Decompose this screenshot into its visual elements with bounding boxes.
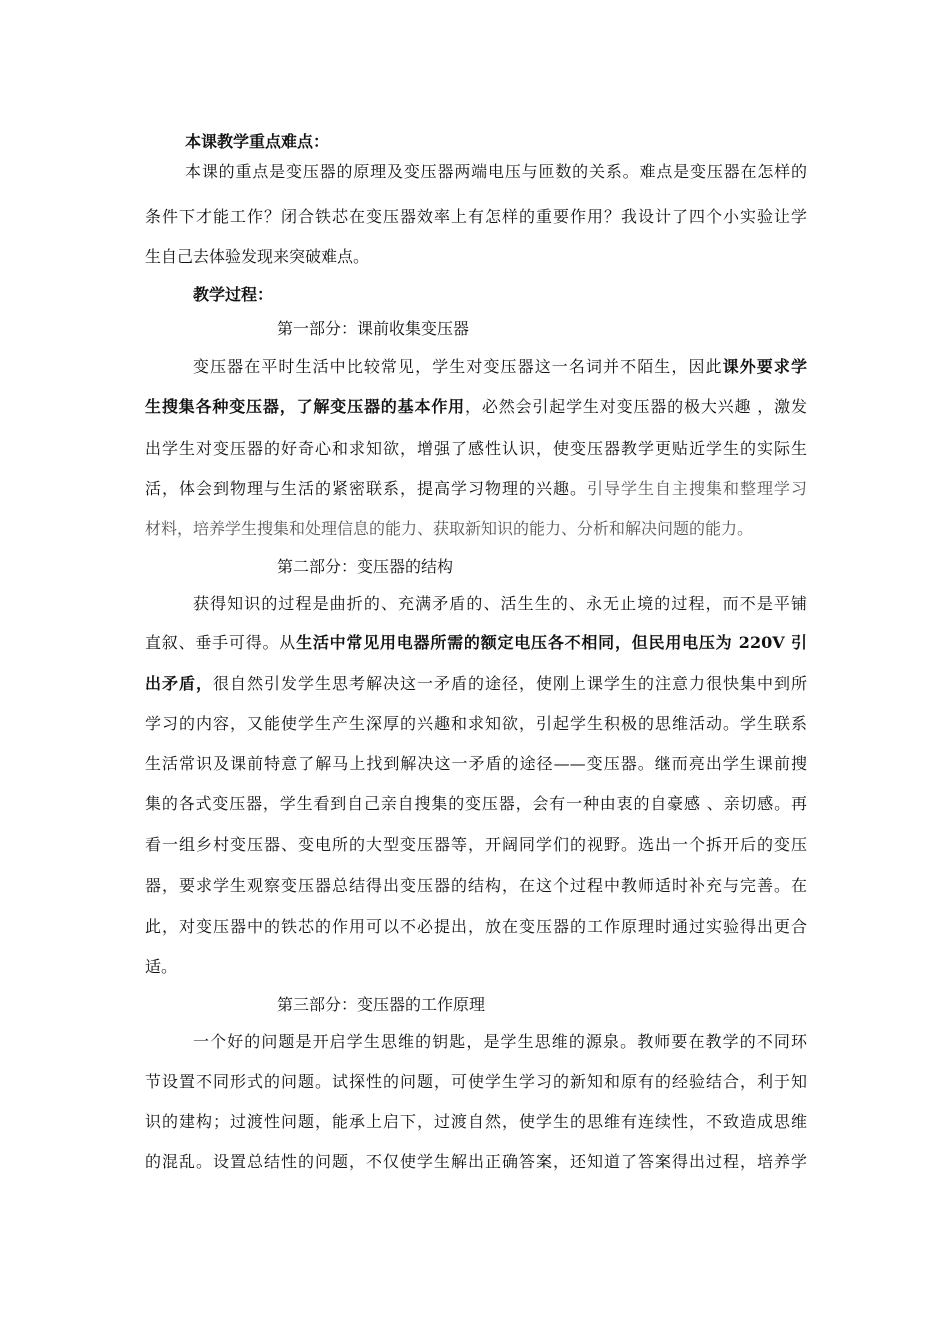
paragraph-line: 活，体会到物理与生活的紧密联系，提高学习物理的兴趣。引导学生自主搜集和整理学习 bbox=[145, 479, 807, 498]
paragraph-line: 直叙、垂手可得。从生活中常见用电器所需的额定电压各不相同，但民用电压为 220V 引 bbox=[145, 633, 807, 652]
paragraph-line: 获得知识的过程是曲折的、充满矛盾的、活生生的、永无止境的过程，而不是平铺 bbox=[193, 594, 807, 613]
paragraph-line: 识的建构；过渡性问题，能承上启下，过渡自然，使学生的思维有连续性，不致造成思维 bbox=[145, 1112, 807, 1131]
section-title-part3: 第三部分：变压器的工作原理 bbox=[277, 995, 486, 1014]
paragraph-line: 节设置不同形式的问题。试探性的问题，可使学生学习的新知和原有的经验结合，利于知 bbox=[145, 1072, 807, 1091]
section-title-part1: 第一部分：课前收集变压器 bbox=[277, 319, 470, 338]
heading-key-points: 本课教学重点难点： bbox=[185, 132, 330, 151]
paragraph-line: 生自己去体验发现来突破难点。 bbox=[145, 247, 370, 266]
paragraph-line: 学习的内容，又能使学生产生深厚的兴趣和求知欲，引起学生积极的思维活动。学生联系 bbox=[145, 714, 807, 733]
paragraph-line: 出学生对变压器的好奇心和求知欲，增强了感性认识，使变压器教学更贴近学生的实际生 bbox=[145, 439, 807, 458]
paragraph-line: 生搜集各种变压器，了解变压器的基本作用，必然会引起学生对变压器的极大兴趣 ，激发 bbox=[145, 397, 807, 416]
paragraph-line: 一个好的问题是开启学生思维的钥匙，是学生思维的源泉。教师要在教学的不同环 bbox=[193, 1032, 807, 1051]
paragraph-line: 条件下才能工作？闭合铁芯在变压器效率上有怎样的重要作用？我设计了四个小实验让学 bbox=[145, 207, 807, 226]
section-title-part2: 第二部分：变压器的结构 bbox=[277, 557, 454, 576]
paragraph-line: 器，要求学生观察变压器总结得出变压器的结构，在这个过程中教师适时补充与完善。在 bbox=[145, 876, 807, 895]
paragraph-line: 材料，培养学生搜集和处理信息的能力、获取新知识的能力、分析和解决问题的能力。 bbox=[145, 519, 754, 538]
paragraph-line: 适。 bbox=[145, 957, 178, 976]
paragraph-line: 生活常识及课前特意了解马上找到解决这一矛盾的途径——变压器。继而亮出学生课前搜 bbox=[145, 754, 807, 773]
heading-teaching-process: 教学过程： bbox=[193, 285, 274, 304]
paragraph-line: 此，对变压器中的铁芯的作用可以不必提出，放在变压器的工作原理时通过实验得出更合 bbox=[145, 917, 807, 936]
paragraph-line: 的混乱。设置总结性的问题，不仅使学生解出正确答案，还知道了答案得出过程，培养学 bbox=[145, 1152, 807, 1171]
paragraph-line: 出矛盾，很自然引发学生思考解决这一矛盾的途径，使刚上课学生的注意力很快集中到所 bbox=[145, 674, 807, 693]
paragraph-line: 集的各式变压器，学生看到自己亲自搜集的变压器，会有一种由衷的自豪感 、亲切感。再 bbox=[145, 794, 807, 813]
paragraph-line: 本课的重点是变压器的原理及变压器两端电压与匝数的关系。难点是变压器在怎样的 bbox=[185, 162, 807, 181]
paragraph-line: 看一组乡村变压器、变电所的大型变压器等，开阔同学们的视野。选出一个拆开后的变压 bbox=[145, 835, 807, 854]
paragraph-line: 变压器在平时生活中比较常见，学生对变压器这一名词并不陌生，因此课外要求学 bbox=[193, 357, 807, 376]
